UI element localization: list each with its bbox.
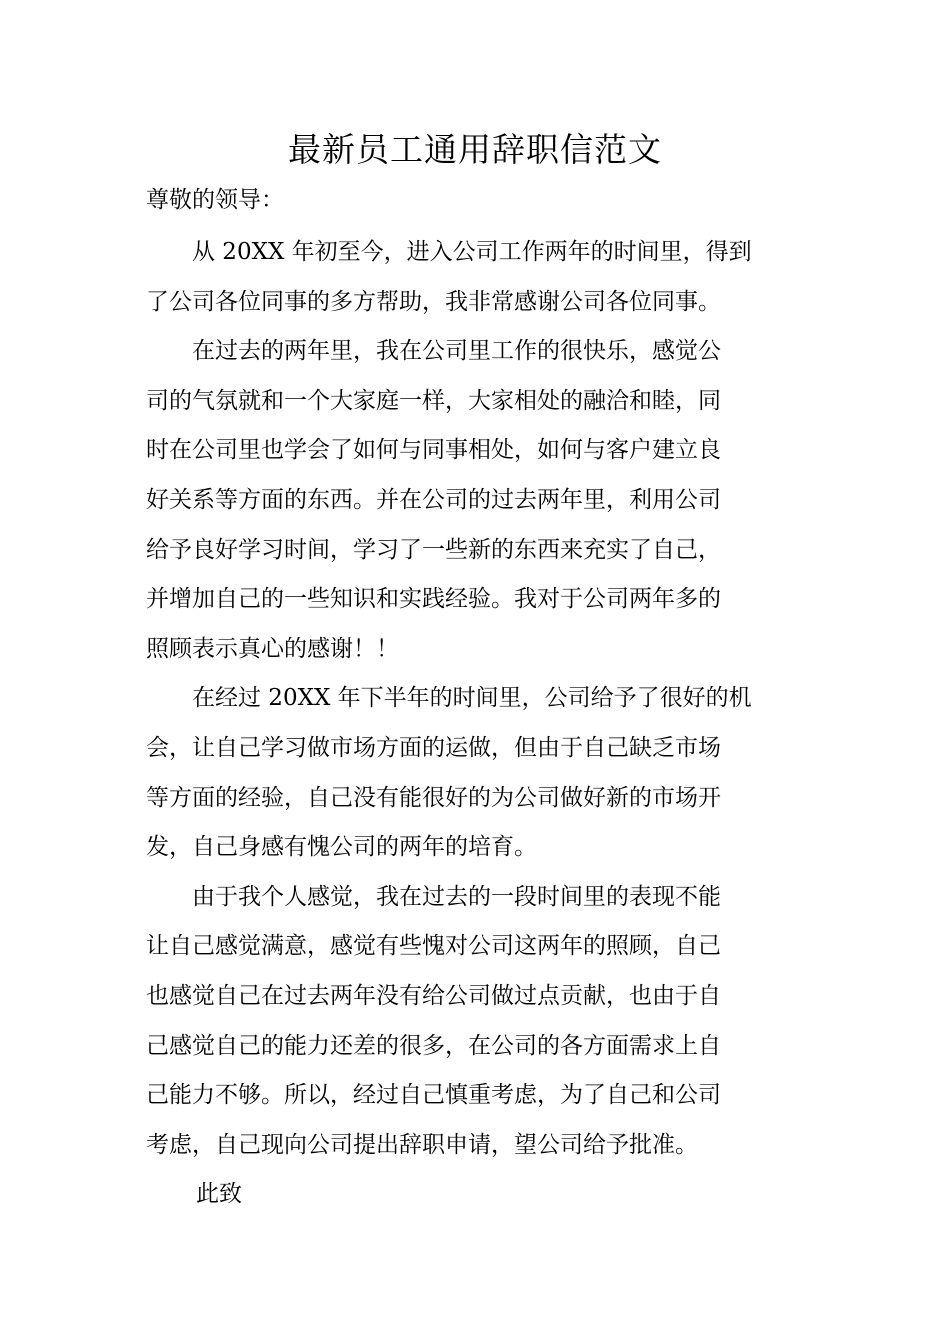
letter-body (146, 228, 806, 1170)
paragraph: 从 20XX 年初至今，进入公司工作两年的时间里，得到 了公司各位同事的多方帮助，我非常感谢公司各位同事。 (146, 239, 752, 315)
paragraph: 在经过 20XX 年下半年的时间里，公司给予了很好的机 会，让自己学习做市场方面的运做，但由于自己缺乏市场 等方面的经验，自己没有能很好的为公司做好新的市场开 发，自己身感有愧公司的两年的培育。 (146, 685, 752, 861)
closing-phrase: 此致 (196, 1181, 242, 1207)
paragraph: 在过去的两年里，我在公司里工作的很快乐，感觉公 司的气氛就和一个大家庭一样，大家相处的融洽和睦，同 时在公司里也学会了如何与同事相处，如何与客户建立良 好关系等方面的东西。并在公司的过去两年里，利用公司 给予良好学习时间，学习了一些新的东西来充实了自己， 并增加自己的一些知识和实践经验。我对于公司两年多的 照顾表示真心的感谢！！ (146, 338, 721, 662)
salutation: 尊敬的领导： (146, 187, 284, 213)
paragraph: 由于我个人感觉，我在过去的一段时间里的表现不能 让自己感觉满意，感觉有些愧对公司这两年的照顾，自己 也感觉自己在过去两年没有给公司做过点贡献，也由于自 己感觉自己的能力还差的很多，在公司的各方面需求上自 己能力不够。所以，经过自己慎重考虑，为了自己和公司 考虑，自己现向公司提出辞职申请，望公司给予批准。 (146, 883, 721, 1158)
document-title: 最新员工通用辞职信范文 (288, 130, 662, 169)
